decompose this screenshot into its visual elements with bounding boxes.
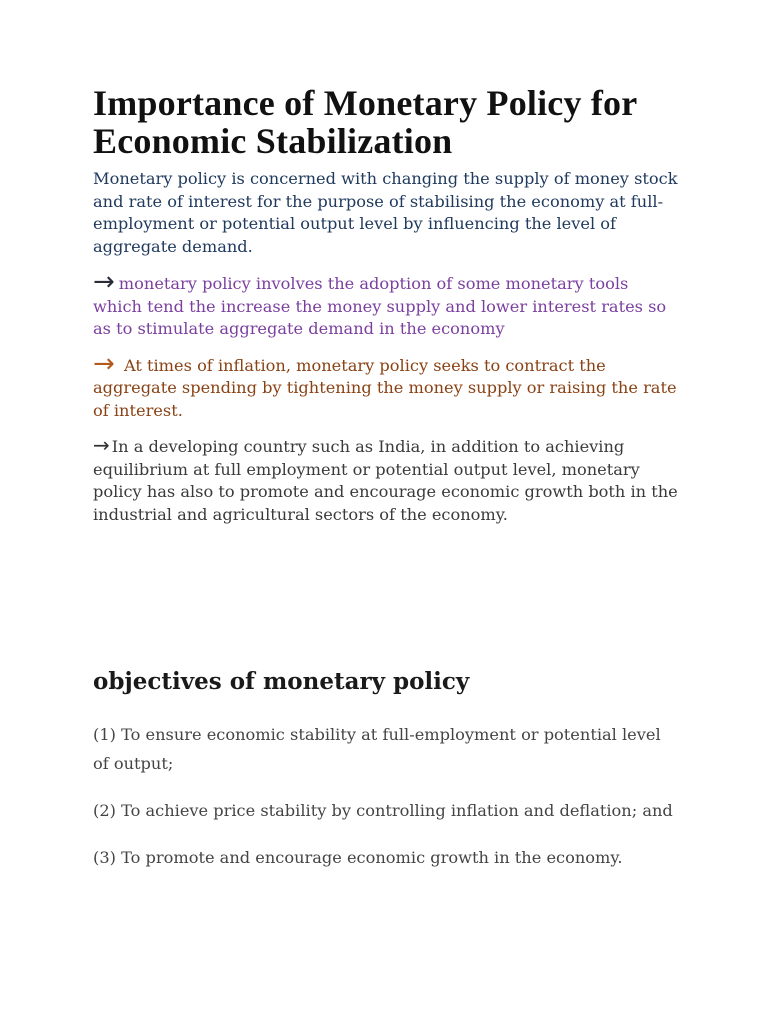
arrow-right-icon: → (93, 433, 110, 457)
objectives-list (93, 720, 678, 890)
arrow-right-icon: → (93, 348, 115, 379)
point-text: monetary policy involves the adoption of some monetary tools which tend the increase the money supply and lower interest rates so as to stimulate aggregate demand in the economy (93, 274, 667, 338)
page-title: Importance of Monetary Policy for Economic Stabilization (93, 83, 637, 161)
arrow-right-icon: → (93, 267, 115, 297)
objectives-heading: objectives of monetary policy (93, 668, 470, 695)
point-developing-country (93, 435, 678, 526)
point-expansionary (93, 267, 678, 341)
document-body (93, 84, 678, 539)
list-item: (1) To ensure economic stability at full-employment or potential level of output; (93, 725, 661, 773)
point-text: At times of inflation, monetary policy seeks to contract the aggregate spending by tightening the money supply or raising the rate of interest. (93, 355, 677, 420)
point-inflation (93, 348, 678, 423)
list-item: (2) To achieve price stability by controlling inflation and deflation; and (93, 801, 673, 820)
point-text: In a developing country such as India, in addition to achieving equilibrium at full employment or potential output level, monetary policy has also to promote and encourage economic growth both in the industrial and agricultural sectors of the economy. (93, 437, 678, 524)
list-item: (3) To promote and encourage economic growth in the economy. (93, 848, 623, 867)
intro-paragraph: Monetary policy is concerned with changing the supply of money stock and rate of interest for the purpose of stabilising the economy at full-employment or potential output level by influencing the level of aggregate demand. (93, 169, 678, 256)
